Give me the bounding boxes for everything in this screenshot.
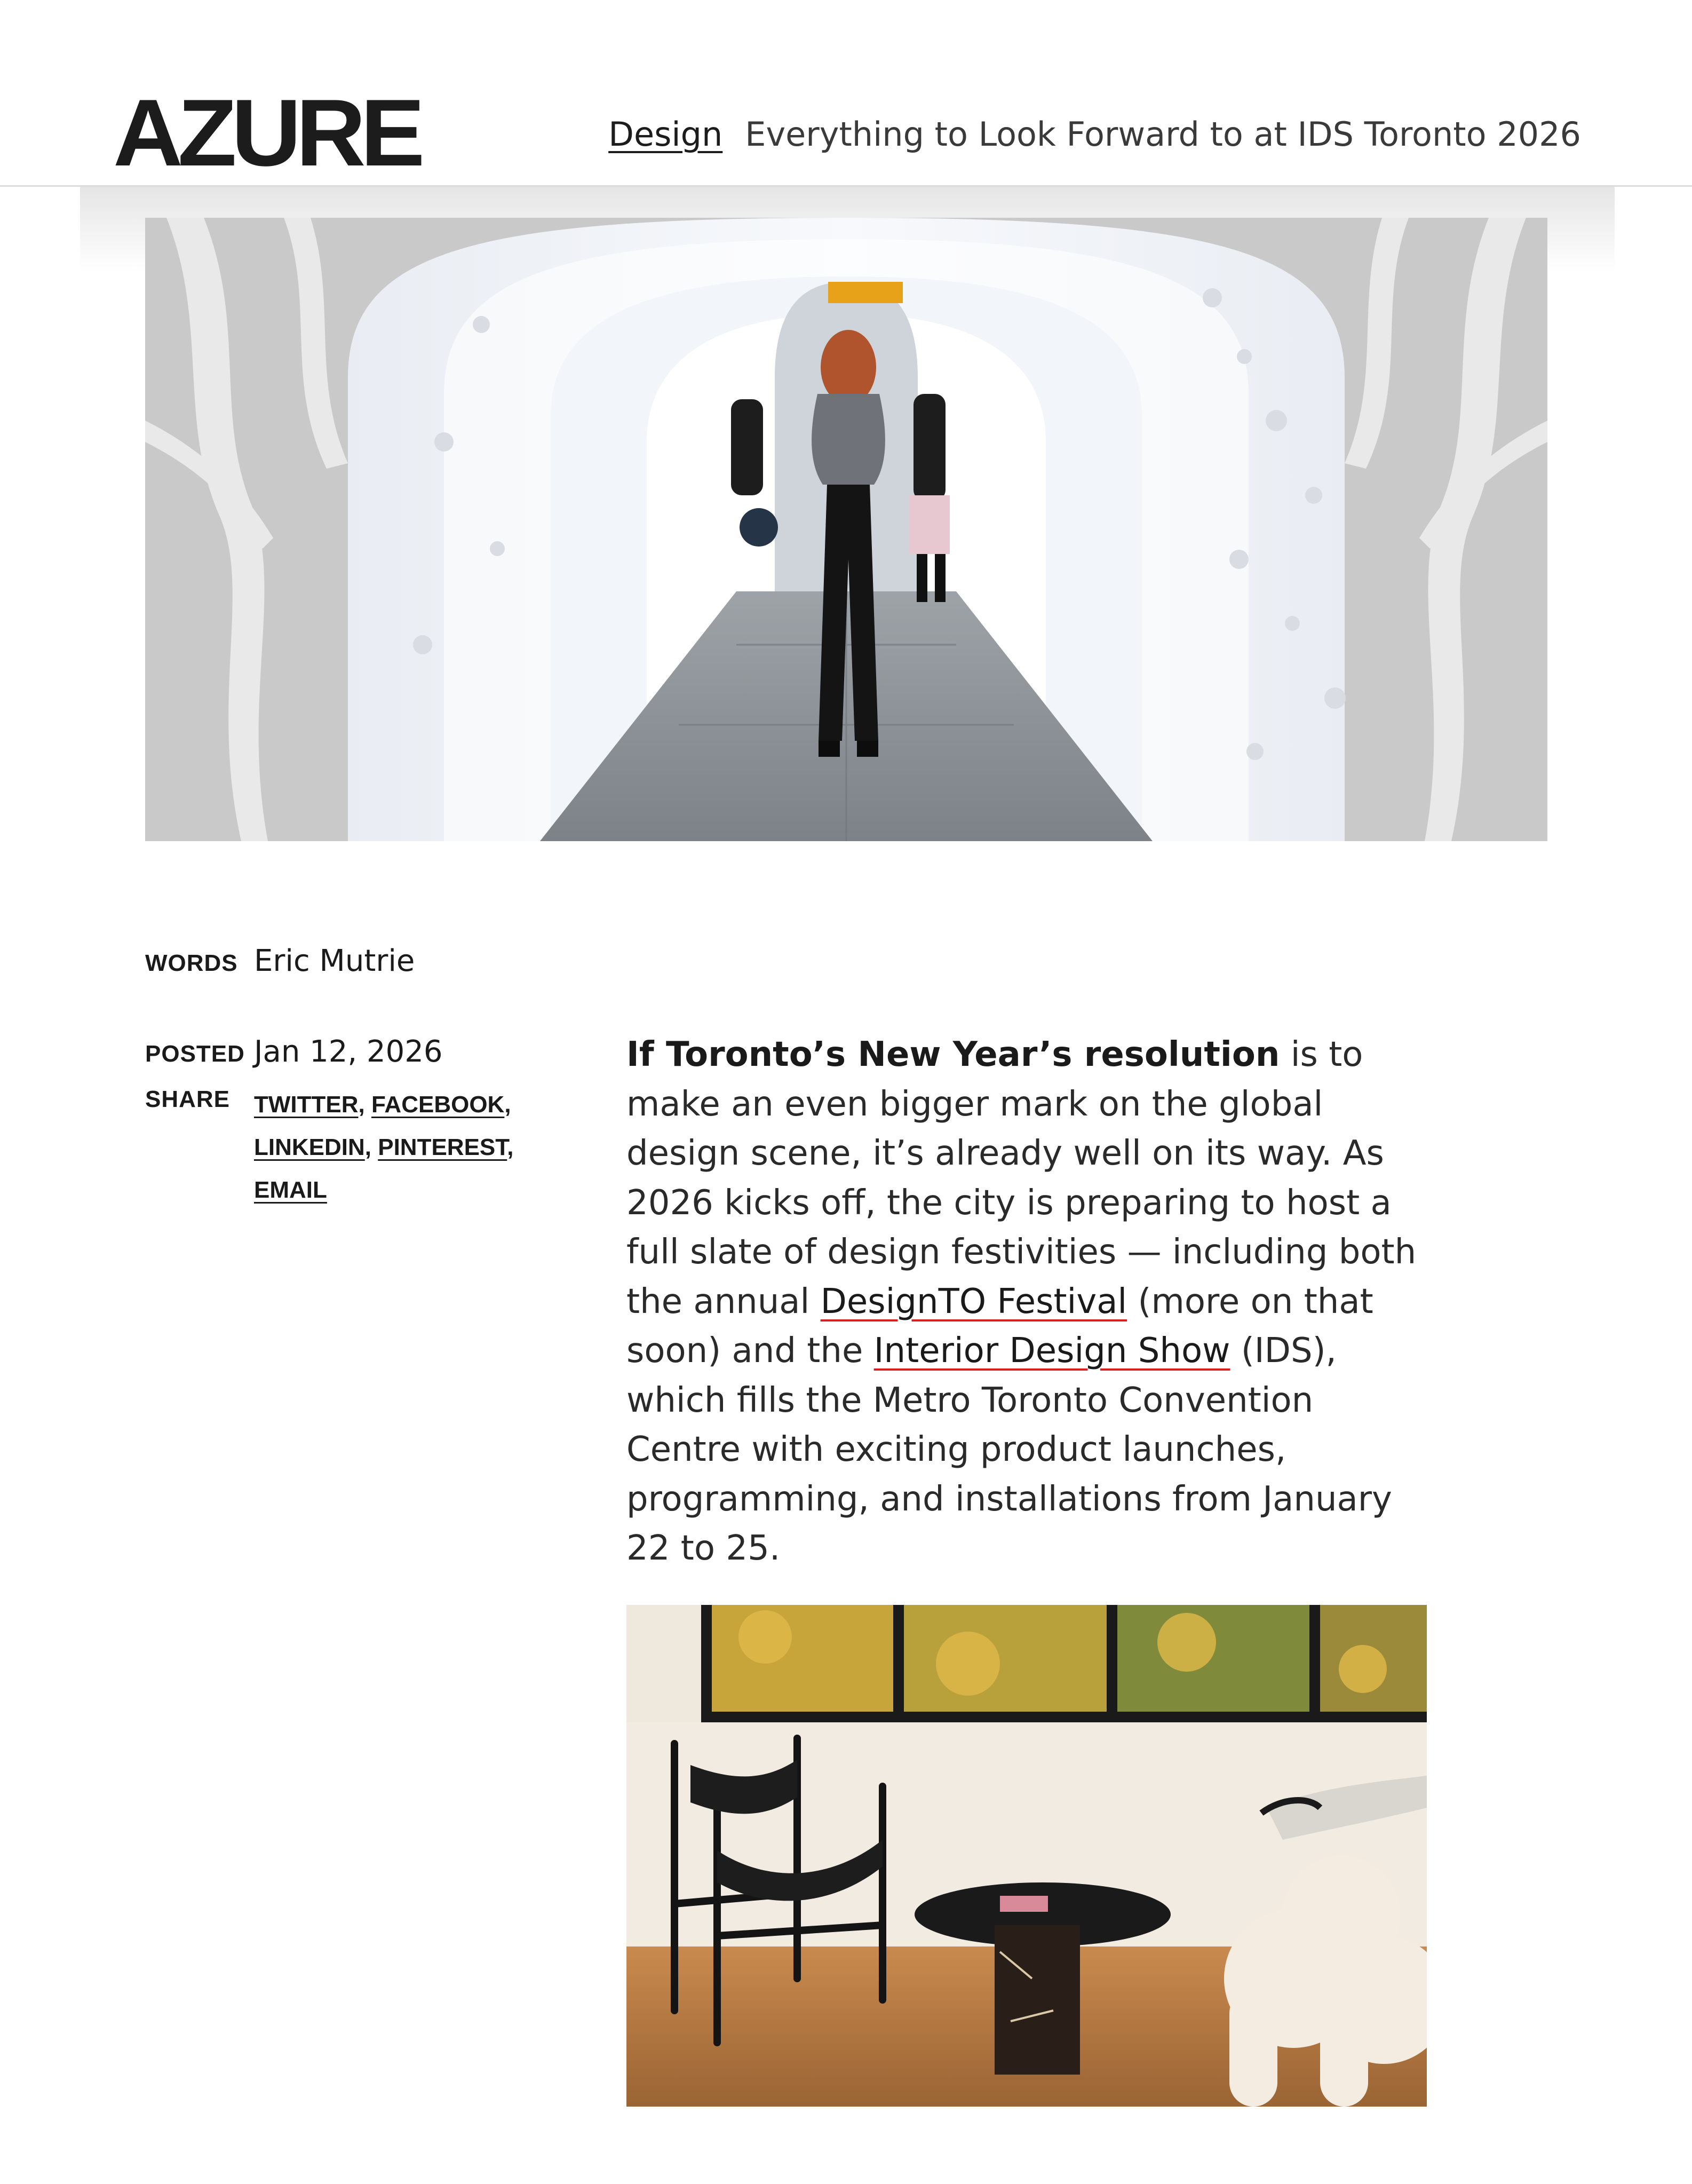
share-links	[254, 1083, 574, 1212]
site-header	[0, 0, 1692, 187]
interior-design-show-link[interactable]: Interior Design Show	[873, 1331, 1230, 1371]
separator: ,	[358, 1091, 371, 1118]
breadcrumb	[608, 113, 1581, 156]
furniture-photo	[626, 1605, 1427, 2107]
separator: ,	[364, 1134, 378, 1160]
designto-festival-link[interactable]: DesignTO Festival	[820, 1281, 1127, 1322]
article-text: (more on that soon) and the	[626, 1281, 1373, 1371]
share-email-link[interactable]: EMAIL	[254, 1177, 327, 1203]
share-linkedin-link[interactable]: LINKEDIN	[254, 1134, 365, 1160]
article-intro	[626, 1030, 1437, 1573]
author-name[interactable]: Eric Mutrie	[254, 944, 415, 978]
share-facebook-link[interactable]: FACEBOOK	[371, 1091, 505, 1118]
article-text: is to make an even bigger mark on the global design scene, it’s already well on its way. As 2026 kicks off, the city is preparing to host a full slate of design festivities — including both the annual	[626, 1035, 1417, 1322]
azure-logo[interactable]: AZURE	[113, 80, 420, 186]
header-article-title: Everything to Look Forward to at IDS Toronto 2026	[745, 115, 1581, 154]
category-link-design[interactable]: Design	[608, 115, 723, 154]
separator: ,	[507, 1134, 514, 1160]
lead-bold-text: If Toronto’s New Year’s resolution	[626, 1035, 1280, 1074]
posted-date: Jan 12, 2026	[254, 1034, 443, 1069]
share-pinterest-link[interactable]: PINTEREST	[378, 1134, 507, 1160]
separator: ,	[504, 1091, 511, 1118]
hero-image	[145, 218, 1547, 841]
posted-label: POSTED	[145, 1041, 245, 1067]
share-label: SHARE	[145, 1086, 231, 1112]
words-label: WORDS	[145, 950, 238, 976]
share-twitter-link[interactable]: TWITTER	[254, 1091, 359, 1118]
article-text: (IDS), which fills the Metro Toronto Convention Centre with exciting product launches, programming, and installations from January 22 to 25.	[626, 1331, 1392, 1568]
